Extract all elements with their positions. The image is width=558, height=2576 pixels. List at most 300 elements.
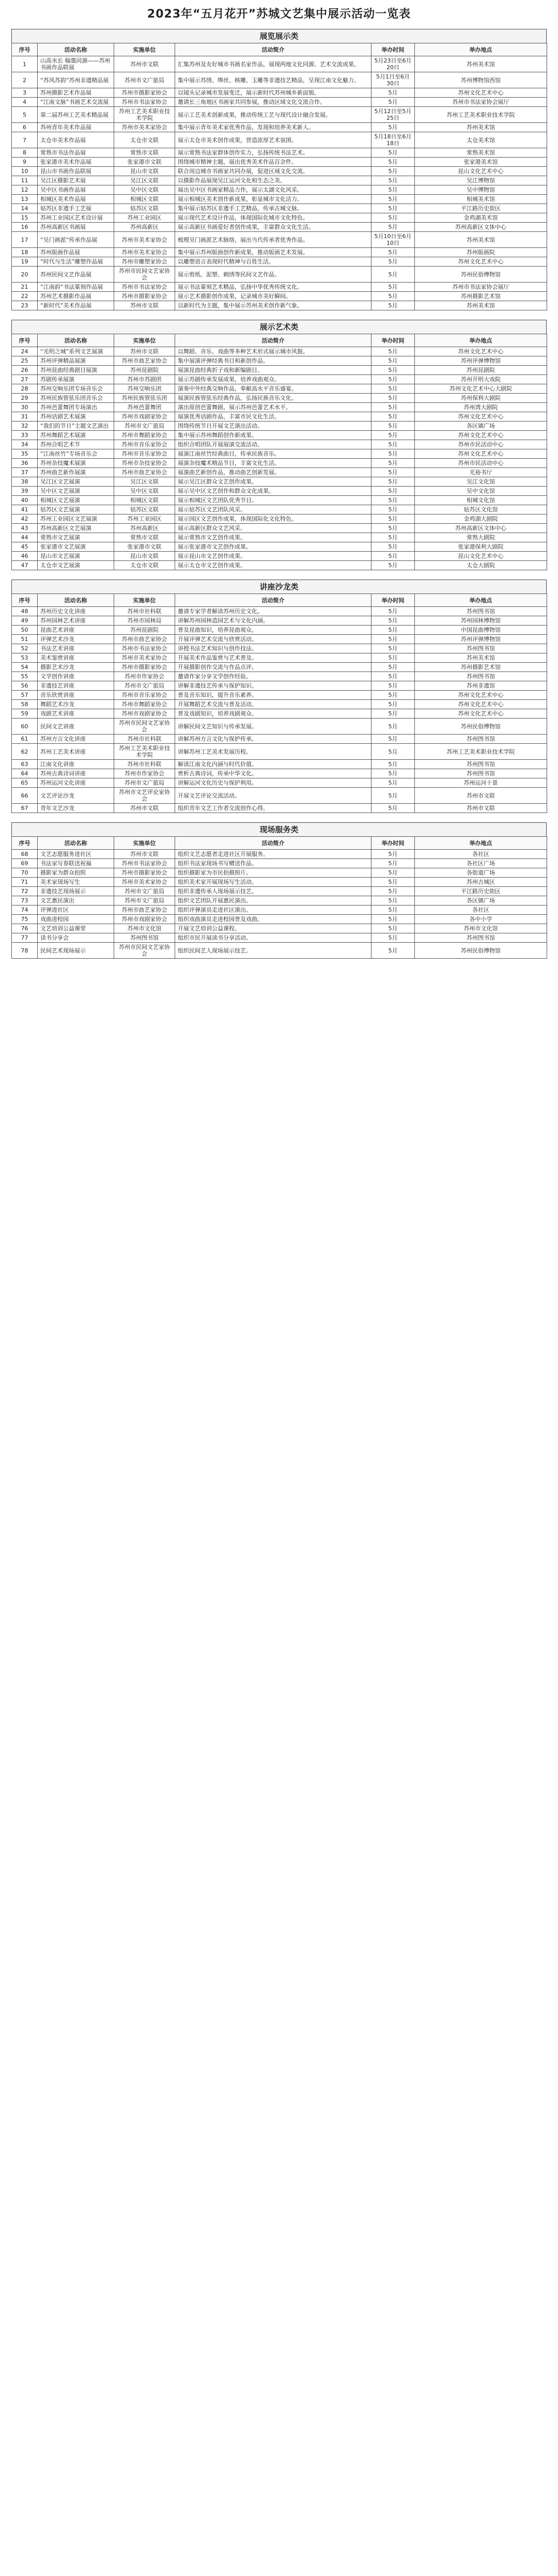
event-time: 5月 bbox=[371, 267, 415, 283]
event-time: 5月 bbox=[371, 735, 415, 744]
event-time: 5月 bbox=[371, 607, 415, 616]
section-title: 现场服务类 bbox=[11, 822, 547, 836]
activity-name: 常熟市文艺展演 bbox=[38, 533, 114, 542]
event-location: 苏州美术馆 bbox=[415, 232, 547, 248]
activity-intro: 组织评弹演员走进社区演出。 bbox=[175, 905, 371, 915]
event-time: 5月 bbox=[371, 257, 415, 267]
event-time: 5月 bbox=[371, 468, 415, 477]
activity-intro: 组织市民开展读书分享活动。 bbox=[175, 933, 371, 943]
event-location: 苏州文化艺术中心 bbox=[415, 700, 547, 709]
event-time: 5月 bbox=[371, 449, 415, 459]
activity-name: 苏州工业园区文艺展演 bbox=[38, 514, 114, 524]
event-location: 金鸡湖美术馆 bbox=[415, 213, 547, 223]
row-number: 76 bbox=[12, 924, 38, 933]
row-number: 60 bbox=[12, 719, 38, 735]
row-number: 17 bbox=[12, 232, 38, 248]
row-number: 2 bbox=[12, 72, 38, 88]
organizer: 吴江区文联 bbox=[114, 477, 175, 487]
event-time: 5月 bbox=[371, 663, 415, 672]
table-row bbox=[12, 248, 547, 257]
activity-name: 戏剧艺术讲座 bbox=[38, 709, 114, 719]
table-row bbox=[12, 185, 547, 195]
row-number: 75 bbox=[12, 915, 38, 924]
activity-intro: 展示工艺美术创新成果，推动传统工艺与现代设计融合发展。 bbox=[175, 107, 371, 123]
activity-name: 文艺培训公益课堂 bbox=[38, 924, 114, 933]
column-header: 序号 bbox=[12, 594, 38, 607]
activity-name: 苏州摄影艺术作品展 bbox=[38, 88, 114, 98]
event-time: 5月 bbox=[371, 778, 415, 788]
activity-name: 读书分享会 bbox=[38, 933, 114, 943]
event-time: 5月 bbox=[371, 552, 415, 561]
activity-name: 太仓市文艺展演 bbox=[38, 561, 114, 570]
row-number: 64 bbox=[12, 769, 38, 778]
event-location: 中国昆曲博物馆 bbox=[415, 626, 547, 635]
activity-intro: 组织民间艺人现场展示技艺。 bbox=[175, 943, 371, 959]
event-time: 5月 bbox=[371, 185, 415, 195]
row-number: 31 bbox=[12, 412, 38, 421]
activity-name: 苏州民族管弦乐团音乐会 bbox=[38, 394, 114, 403]
table-header-row bbox=[12, 837, 547, 850]
event-time: 5月 bbox=[371, 672, 415, 681]
organizer: 苏州市曲艺家协会 bbox=[114, 468, 175, 477]
organizer: 苏州市美术家协会 bbox=[114, 123, 175, 132]
activity-name: 相城区文艺展演 bbox=[38, 496, 114, 505]
activity-name: 苏州高新区文艺展演 bbox=[38, 524, 114, 533]
event-location: 各中小学 bbox=[415, 915, 547, 924]
event-location: 苏州湾大剧院 bbox=[415, 403, 547, 412]
activity-intro: 邀请作家分享文学创作经验。 bbox=[175, 672, 371, 681]
activity-name: 书法艺术讲座 bbox=[38, 644, 114, 653]
table-row bbox=[12, 552, 547, 561]
organizer: 苏州市美术家协会 bbox=[114, 248, 175, 257]
row-number: 55 bbox=[12, 672, 38, 681]
activity-intro: 展示园区文艺创作成果，体现国际化文化特色。 bbox=[175, 514, 371, 524]
table-row bbox=[12, 301, 547, 310]
activity-intro: 演奏中外经典交响作品，奉献高水平音乐盛宴。 bbox=[175, 384, 371, 394]
row-number: 28 bbox=[12, 384, 38, 394]
event-time: 5月 bbox=[371, 644, 415, 653]
table-row bbox=[12, 896, 547, 905]
activity-intro: 展出吴中区书画家精品力作，展示太湖文化风采。 bbox=[175, 185, 371, 195]
row-number: 32 bbox=[12, 421, 38, 431]
event-time: 5月 bbox=[371, 514, 415, 524]
organizer: 苏州市民间文艺家协会 bbox=[114, 267, 175, 283]
section bbox=[11, 29, 547, 310]
organizer: 苏州市书法家协会 bbox=[114, 644, 175, 653]
table-row bbox=[12, 123, 547, 132]
activity-table bbox=[11, 43, 547, 310]
activity-intro: 组织青年文艺工作者交流创作心得。 bbox=[175, 804, 371, 813]
table-row bbox=[12, 514, 547, 524]
event-time: 5月 bbox=[371, 878, 415, 887]
activity-intro: 展演江南丝竹经典曲目，传承民族音乐。 bbox=[175, 449, 371, 459]
activity-intro: 组织合唱团队开展展演交流活动。 bbox=[175, 440, 371, 449]
event-location: 昆山文化艺术中心 bbox=[415, 552, 547, 561]
organizer: 太仓市文联 bbox=[114, 132, 175, 148]
table-header-row bbox=[12, 43, 547, 56]
event-time: 5月 bbox=[371, 561, 415, 570]
organizer: 苏州民族管弦乐团 bbox=[114, 394, 175, 403]
event-time: 5月 bbox=[371, 403, 415, 412]
row-number: 71 bbox=[12, 878, 38, 887]
event-location: 苏州市文化馆 bbox=[415, 924, 547, 933]
row-number: 22 bbox=[12, 292, 38, 301]
row-number: 21 bbox=[12, 283, 38, 292]
organizer: 苏州市摄影家协会 bbox=[114, 663, 175, 672]
event-location: 平江路历史街区 bbox=[415, 204, 547, 213]
column-header: 举办地点 bbox=[415, 594, 547, 607]
activity-intro: 讲解苏州园林造园艺术与文化内涵。 bbox=[175, 616, 371, 626]
event-location: 苏州文化艺术中心 bbox=[415, 347, 547, 356]
table-row bbox=[12, 933, 547, 943]
activity-name: 书法家写春联送祝福 bbox=[38, 859, 114, 868]
organizer: 苏州市曲艺家协会 bbox=[114, 635, 175, 644]
activity-name: 昆山市文艺展演 bbox=[38, 552, 114, 561]
organizer: 苏州市杂技家协会 bbox=[114, 459, 175, 468]
row-number: 34 bbox=[12, 440, 38, 449]
event-location: 苏州文化艺术中心 bbox=[415, 709, 547, 719]
event-location: 各社区广场 bbox=[415, 859, 547, 868]
column-header: 活动名称 bbox=[38, 594, 114, 607]
event-location: 苏州市民活动中心 bbox=[415, 459, 547, 468]
table-row bbox=[12, 804, 547, 813]
activity-name: 苏州园林艺术讲座 bbox=[38, 616, 114, 626]
organizer: 苏州市文广旅局 bbox=[114, 887, 175, 896]
organizer: 常熟市文联 bbox=[114, 148, 175, 158]
event-time: 5月 bbox=[371, 788, 415, 804]
event-location: 苏州文化艺术中心大剧院 bbox=[415, 384, 547, 394]
table-row bbox=[12, 356, 547, 366]
row-number: 56 bbox=[12, 681, 38, 691]
table-row bbox=[12, 459, 547, 468]
organizer: 苏州图书馆 bbox=[114, 933, 175, 943]
activity-intro: 讲授书法艺术知识与创作技法。 bbox=[175, 644, 371, 653]
organizer: 苏州高新区 bbox=[114, 223, 175, 232]
activity-intro: 围绕传统节日开展文艺演出活动。 bbox=[175, 421, 371, 431]
event-location: 苏州文化艺术中心 bbox=[415, 412, 547, 421]
activity-name: 张家港市文艺展演 bbox=[38, 542, 114, 552]
activity-name: 常熟市书法作品展 bbox=[38, 148, 114, 158]
activity-intro: 解读江南文化内涵与时代价值。 bbox=[175, 760, 371, 769]
activity-intro: 开展美术作品鉴赏与艺术普及。 bbox=[175, 653, 371, 663]
row-number: 5 bbox=[12, 107, 38, 123]
event-location: 苏州运河十景 bbox=[415, 778, 547, 788]
event-location: 各社区 bbox=[415, 905, 547, 915]
organizer: 苏州市社科联 bbox=[114, 607, 175, 616]
event-location: 昆山文化艺术中心 bbox=[415, 167, 547, 176]
organizer: 苏州市文化馆 bbox=[114, 924, 175, 933]
row-number: 1 bbox=[12, 56, 38, 72]
event-location: 苏州美术馆 bbox=[415, 301, 547, 310]
event-time: 5月 bbox=[371, 760, 415, 769]
activity-intro: 展示相城区美术创作新成果，彰显城市文化活力。 bbox=[175, 195, 371, 204]
event-time: 5月 bbox=[371, 158, 415, 167]
row-number: 12 bbox=[12, 185, 38, 195]
event-location: 苏州评弹博物馆 bbox=[415, 635, 547, 644]
activity-intro: 讲解非遗技艺传承与保护知识。 bbox=[175, 681, 371, 691]
row-number: 67 bbox=[12, 804, 38, 813]
section bbox=[11, 822, 547, 959]
activity-name: 音乐欣赏讲座 bbox=[38, 691, 114, 700]
table-row bbox=[12, 700, 547, 709]
row-number: 29 bbox=[12, 394, 38, 403]
organizer: 苏州市摄影家协会 bbox=[114, 292, 175, 301]
event-location: 各街道广场 bbox=[415, 868, 547, 878]
table-row bbox=[12, 403, 547, 412]
row-number: 15 bbox=[12, 213, 38, 223]
activity-name: 文艺评论沙龙 bbox=[38, 788, 114, 804]
event-time: 5月 bbox=[371, 896, 415, 905]
event-location: 光裕书厅 bbox=[415, 468, 547, 477]
event-location: 苏州图书馆 bbox=[415, 933, 547, 943]
event-time: 5月 bbox=[371, 635, 415, 644]
organizer: 太仓市文联 bbox=[114, 561, 175, 570]
table-row bbox=[12, 98, 547, 107]
activity-intro: 联合周边城市书画家共同办展，促进区域文化交流。 bbox=[175, 167, 371, 176]
activity-name: 吴江区摄影艺术展 bbox=[38, 176, 114, 185]
activity-name: 摄影艺术沙龙 bbox=[38, 663, 114, 672]
row-number: 37 bbox=[12, 468, 38, 477]
activity-name: “时代与生活”雕塑作品展 bbox=[38, 257, 114, 267]
event-location: 各区镇广场 bbox=[415, 896, 547, 905]
column-header: 活动简介 bbox=[175, 837, 371, 850]
row-number: 4 bbox=[12, 98, 38, 107]
event-location: 苏州摄影艺术馆 bbox=[415, 663, 547, 672]
activity-intro: 开展舞蹈艺术交流与普及活动。 bbox=[175, 700, 371, 709]
table-row bbox=[12, 292, 547, 301]
activity-intro: 围绕城市精神主题，展出优秀美术作品百余件。 bbox=[175, 158, 371, 167]
activity-intro: 赏析古典诗词，传承中华文化。 bbox=[175, 769, 371, 778]
activity-name: 昆曲艺术讲座 bbox=[38, 626, 114, 635]
activity-intro: 展示吴中区文艺创作和群众文化成果。 bbox=[175, 487, 371, 496]
organizer: 吴江区文联 bbox=[114, 176, 175, 185]
event-location: 苏州古城区 bbox=[415, 878, 547, 887]
row-number: 52 bbox=[12, 644, 38, 653]
event-location: 太仓大剧院 bbox=[415, 561, 547, 570]
activity-name: 相城区美术作品展 bbox=[38, 195, 114, 204]
row-number: 43 bbox=[12, 524, 38, 533]
activity-name: 吴中区书画作品展 bbox=[38, 185, 114, 195]
event-time: 5月 bbox=[371, 719, 415, 735]
event-time: 5月 bbox=[371, 700, 415, 709]
activity-table bbox=[11, 836, 547, 959]
table-row bbox=[12, 850, 547, 859]
section-title: 展示艺术类 bbox=[11, 320, 547, 334]
table-row bbox=[12, 496, 547, 505]
organizer: 昆山市文联 bbox=[114, 167, 175, 176]
table-row bbox=[12, 653, 547, 663]
event-time: 5月 bbox=[371, 366, 415, 375]
table-row bbox=[12, 561, 547, 570]
event-location: 苏州开明大戏院 bbox=[415, 375, 547, 384]
organizer: 张家港市文联 bbox=[114, 158, 175, 167]
activity-name: “我们的节日”主题文艺演出 bbox=[38, 421, 114, 431]
page bbox=[0, 0, 558, 964]
column-header: 举办时间 bbox=[371, 594, 415, 607]
activity-intro: 展示相城区文艺团队优秀节目。 bbox=[175, 496, 371, 505]
activity-intro: 展示太仓市文艺创作成果。 bbox=[175, 561, 371, 570]
event-time: 5月 bbox=[371, 213, 415, 223]
event-location: 苏州市书法家协会展厅 bbox=[415, 283, 547, 292]
organizer: 苏州市作家协会 bbox=[114, 769, 175, 778]
table-row bbox=[12, 709, 547, 719]
event-time: 5月 bbox=[371, 905, 415, 915]
event-time: 5月 bbox=[371, 533, 415, 542]
event-location: 苏州文化艺术中心 bbox=[415, 691, 547, 700]
event-location: 苏州摄影艺术馆 bbox=[415, 292, 547, 301]
organizer: 姑苏区文联 bbox=[114, 204, 175, 213]
activity-name: 文艺惠民演出 bbox=[38, 896, 114, 905]
activity-name: 姑苏区文艺展演 bbox=[38, 505, 114, 514]
table-row bbox=[12, 213, 547, 223]
event-time: 5月 bbox=[371, 148, 415, 158]
table-row bbox=[12, 760, 547, 769]
activity-name: 民间艺术现场展示 bbox=[38, 943, 114, 959]
row-number: 63 bbox=[12, 760, 38, 769]
row-number: 11 bbox=[12, 176, 38, 185]
event-time: 5月 bbox=[371, 542, 415, 552]
event-location: 苏州市书法家协会展厅 bbox=[415, 98, 547, 107]
organizer: 常熟市文联 bbox=[114, 533, 175, 542]
row-number: 59 bbox=[12, 709, 38, 719]
row-number: 46 bbox=[12, 552, 38, 561]
event-time: 5月 bbox=[371, 924, 415, 933]
organizer: 苏州市曲艺家协会 bbox=[114, 905, 175, 915]
activity-intro: 组织文艺团队开展惠民演出。 bbox=[175, 896, 371, 905]
activity-name: 姑苏区非遗手工艺展 bbox=[38, 204, 114, 213]
table-row bbox=[12, 366, 547, 375]
table-row bbox=[12, 72, 547, 88]
event-location: 苏州美术馆 bbox=[415, 123, 547, 132]
event-time: 5月 bbox=[371, 384, 415, 394]
event-time: 5月 bbox=[371, 195, 415, 204]
event-location: 苏州图书馆 bbox=[415, 644, 547, 653]
activity-intro: 梳理吴门画派艺术脉络，展出当代传承者优秀作品。 bbox=[175, 232, 371, 248]
activity-name: 民间文艺讲座 bbox=[38, 719, 114, 735]
activity-intro: 开展文艺培训公益课程。 bbox=[175, 924, 371, 933]
event-location: 苏州文化艺术中心 bbox=[415, 88, 547, 98]
event-time: 5月1日至6月30日 bbox=[371, 72, 415, 88]
row-number: 24 bbox=[12, 347, 38, 356]
event-time: 5月 bbox=[371, 356, 415, 366]
organizer: 苏州市文广旅局 bbox=[114, 72, 175, 88]
activity-intro: 邀请长三角地区书画家共同参展，推动区域文化交流合作。 bbox=[175, 98, 371, 107]
event-time: 5月 bbox=[371, 88, 415, 98]
event-location: 常熟美术馆 bbox=[415, 148, 547, 158]
activity-intro: 展演曲艺新创作品，推动曲艺创新发展。 bbox=[175, 468, 371, 477]
event-location: 张家港美术馆 bbox=[415, 158, 547, 167]
organizer: 苏州市文广旅局 bbox=[114, 421, 175, 431]
activity-name: 苏州舞蹈艺术展演 bbox=[38, 431, 114, 440]
event-location: 苏州版画院 bbox=[415, 248, 547, 257]
event-location: 苏州非遗馆 bbox=[415, 681, 547, 691]
table-row bbox=[12, 663, 547, 672]
activity-intro: 展示吴江区群众文艺创作成果。 bbox=[175, 477, 371, 487]
column-header: 活动名称 bbox=[38, 837, 114, 850]
organizer: 苏州市文联 bbox=[114, 56, 175, 72]
row-number: 26 bbox=[12, 366, 38, 375]
activity-intro: 展示张家港市文艺创作成果。 bbox=[175, 542, 371, 552]
row-number: 3 bbox=[12, 88, 38, 98]
table-row bbox=[12, 283, 547, 292]
organizer: 吴中区文联 bbox=[114, 185, 175, 195]
activity-intro: 展示书法篆刻艺术精品，弘扬中华优秀传统文化。 bbox=[175, 283, 371, 292]
activity-name: 苏州合唱艺术节 bbox=[38, 440, 114, 449]
organizer: 苏州昆剧院 bbox=[114, 366, 175, 375]
event-location: 太仓美术馆 bbox=[415, 132, 547, 148]
organizer: 吴中区文联 bbox=[114, 487, 175, 496]
event-location: 吴江博物馆 bbox=[415, 176, 547, 185]
table-row bbox=[12, 347, 547, 356]
table-row bbox=[12, 204, 547, 213]
event-time: 5月 bbox=[371, 487, 415, 496]
organizer: 苏州市苏剧团 bbox=[114, 375, 175, 384]
event-location: 苏州市文联 bbox=[415, 788, 547, 804]
activity-intro: 以舞蹈、音乐、戏曲等多种艺术形式展示城市风貌。 bbox=[175, 347, 371, 356]
activity-name: “吴门画派”传承作品展 bbox=[38, 232, 114, 248]
event-time: 5月 bbox=[371, 421, 415, 431]
row-number: 40 bbox=[12, 496, 38, 505]
activity-intro: 展演优秀话剧作品，丰富市民文化生活。 bbox=[175, 412, 371, 421]
activity-name: 苏州艺术摄影作品展 bbox=[38, 292, 114, 301]
row-number: 58 bbox=[12, 700, 38, 709]
table-row bbox=[12, 635, 547, 644]
event-time: 5月 bbox=[371, 283, 415, 292]
event-location: 苏州民俗博物馆 bbox=[415, 719, 547, 735]
event-time: 5月 bbox=[371, 505, 415, 514]
organizer: 苏州市文联 bbox=[114, 850, 175, 859]
activity-intro: 展示昆山市文艺创作成果。 bbox=[175, 552, 371, 561]
organizer: 苏州昆剧院 bbox=[114, 626, 175, 635]
organizer: 昆山市文联 bbox=[114, 552, 175, 561]
activity-table bbox=[11, 334, 547, 570]
table-row bbox=[12, 148, 547, 158]
activity-name: 苏州古典诗词讲座 bbox=[38, 769, 114, 778]
organizer: 苏州市音乐家协会 bbox=[114, 691, 175, 700]
organizer: 苏州市文广旅局 bbox=[114, 896, 175, 905]
activity-intro: 演出原创芭蕾舞剧，展示苏州芭蕾艺术水平。 bbox=[175, 403, 371, 412]
organizer: 苏州工艺美术职业技术学院 bbox=[114, 744, 175, 760]
activity-name: “苏风苏韵”苏州非遗精品展 bbox=[38, 72, 114, 88]
activity-name: 苏州民间文艺作品展 bbox=[38, 267, 114, 283]
event-location: 苏州图书馆 bbox=[415, 607, 547, 616]
row-number: 6 bbox=[12, 123, 38, 132]
activity-name: 美术家现场写生 bbox=[38, 878, 114, 887]
activity-name: 苏州话剧艺术展演 bbox=[38, 412, 114, 421]
table-row bbox=[12, 167, 547, 176]
event-location: 苏州民俗博物馆 bbox=[415, 267, 547, 283]
event-location: 苏州保利大剧院 bbox=[415, 394, 547, 403]
column-header: 举办时间 bbox=[371, 334, 415, 347]
organizer: 苏州市文广旅局 bbox=[114, 681, 175, 691]
table-row bbox=[12, 744, 547, 760]
event-time: 5月 bbox=[371, 347, 415, 356]
event-location: 相城文化馆 bbox=[415, 496, 547, 505]
event-location: 苏州图书馆 bbox=[415, 735, 547, 744]
table-row bbox=[12, 878, 547, 887]
activity-intro: 组织书法家现场书写赠送作品。 bbox=[175, 859, 371, 868]
organizer: 苏州芭蕾舞团 bbox=[114, 403, 175, 412]
event-location: 吴江文化馆 bbox=[415, 477, 547, 487]
event-time: 5月 bbox=[371, 691, 415, 700]
table-row bbox=[12, 887, 547, 896]
organizer: 苏州市雕塑家协会 bbox=[114, 257, 175, 267]
table-row bbox=[12, 440, 547, 449]
event-time: 5月 bbox=[371, 98, 415, 107]
table-row bbox=[12, 412, 547, 421]
activity-intro: 展示姑苏区文艺团队风采。 bbox=[175, 505, 371, 514]
event-location: 苏州博物馆西馆 bbox=[415, 72, 547, 88]
